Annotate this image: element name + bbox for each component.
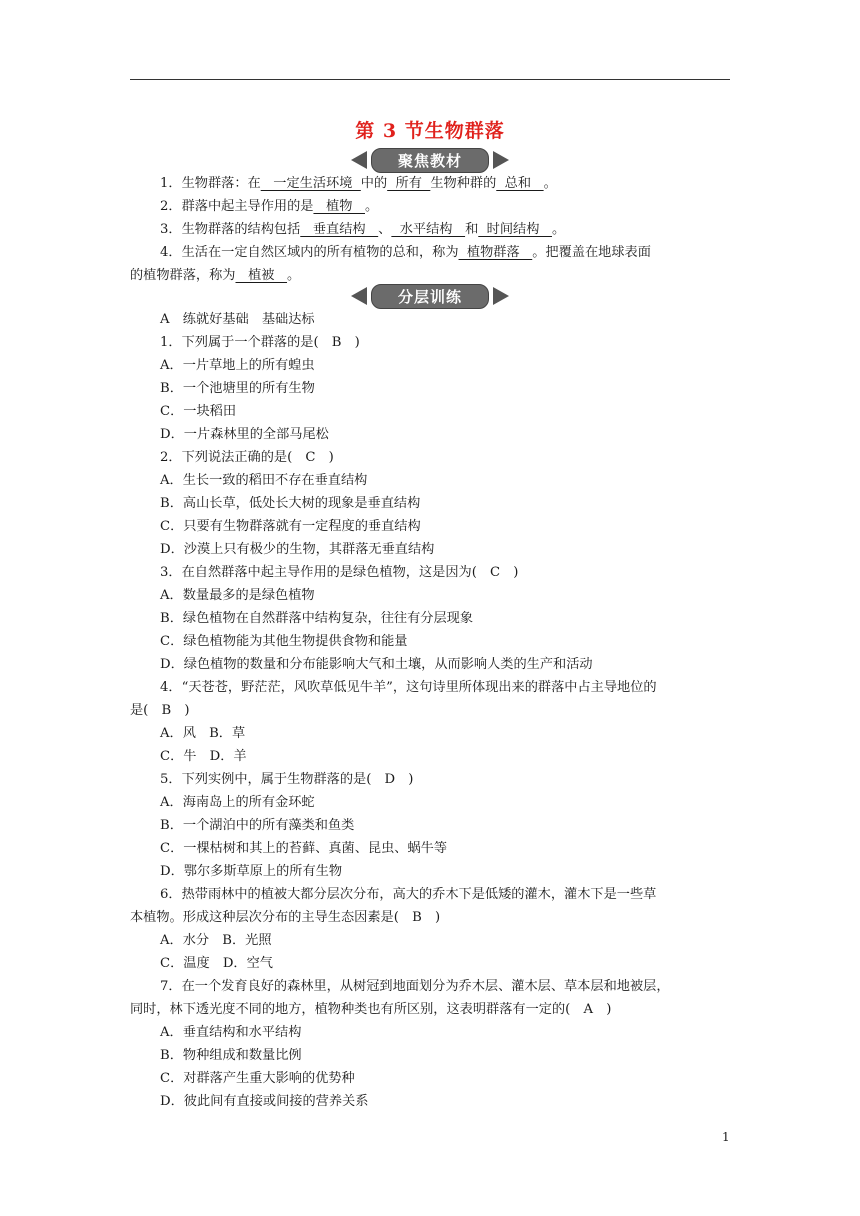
option-line: A．水分 B．光照 [160, 933, 272, 948]
question-line: 6．热带雨林中的植被大都分层次分布，高大的乔木下是低矮的灌木，灌木下是一些草 [160, 887, 657, 902]
left-arrow-icon [351, 287, 367, 305]
text: 中的 [360, 176, 388, 191]
left-arrow-icon [351, 151, 367, 169]
question-line: 7．在一个发育良好的森林里，从树冠到地面划分为乔木层、灌木层、草本层和地被层， [160, 979, 670, 994]
question-line-cont: 本植物。形成这种层次分布的主导生态因素是( B ) [130, 910, 441, 925]
question-line: 1．下列属于一个群落的是( B ) [160, 335, 360, 350]
header-rule [130, 79, 730, 80]
focus-item-1 [160, 172, 557, 195]
answer: 垂直结构 [300, 222, 379, 237]
option-line: C．一棵枯树和其上的苔藓、真菌、昆虫、蜗牛等 [160, 841, 448, 856]
question-line-cont: 同时，林下透光度不同的地方，植物种类也有所区别，这表明群落有一定的( A ) [130, 1002, 612, 1017]
focus-item-2 [160, 195, 378, 218]
option-line: C．牛 D．羊 [160, 749, 247, 764]
option-line: B．高山长草，低处长大树的现象是垂直结构 [160, 496, 421, 511]
answer: 植物 [313, 199, 365, 214]
answer: 水平结构 [391, 222, 466, 237]
answer: 一定生活环境 [260, 176, 361, 191]
option-line: A．海南岛上的所有金环蛇 [160, 795, 315, 810]
option-line: B．一个湖泊中的所有藻类和鱼类 [160, 818, 355, 833]
question-line: 3．在自然群落中起主导作用的是绿色植物，这是因为( C ) [160, 565, 519, 580]
page-title: 第 3 节生物群落 [355, 120, 505, 142]
focus-item-4-cont [130, 264, 300, 287]
option-line: D．沙漠上只有极少的生物，其群落无垂直结构 [160, 542, 435, 557]
section-banner-training [0, 285, 860, 307]
text: 和 [465, 222, 479, 237]
question-line: 5．下列实例中，属于生物群落的是( D ) [160, 772, 414, 787]
option-line: C．温度 D．空气 [160, 956, 273, 971]
section-banner-focus [0, 149, 860, 171]
text: 。 [543, 176, 557, 191]
option-line: B．绿色植物在自然群落中结构复杂，往往有分层现象 [160, 611, 474, 626]
banner-label: 分层训练 [371, 284, 489, 309]
focus-item-3 [160, 218, 565, 241]
text: 1．生物群落：在 [160, 176, 261, 191]
option-line: C．对群落产生重大影响的优势种 [160, 1071, 355, 1086]
option-line: A．风 B．草 [160, 726, 246, 741]
text: 、 [378, 222, 392, 237]
option-line: A．生长一致的稻田不存在垂直结构 [160, 473, 368, 488]
text: 。 [364, 199, 379, 214]
answer: 植被 [235, 268, 288, 283]
option-line: B．一个池塘里的所有生物 [160, 381, 315, 396]
option-line: D．彼此间有直接或间接的营养关系 [160, 1094, 369, 1109]
option-line: C．绿色植物能为其他生物提供食物和能量 [160, 634, 408, 649]
option-line: C．一块稻田 [160, 404, 237, 419]
option-line: D．鄂尔多斯草原上的所有生物 [160, 864, 343, 879]
question-line-cont: 是( B ) [130, 703, 190, 718]
question-line: 2．下列说法正确的是( C ) [160, 450, 334, 465]
text: 生物种群的 [430, 176, 497, 191]
section-heading: A 练就好基础 基础达标 [160, 312, 315, 327]
answer: 时间结构 [478, 222, 552, 237]
page-number: 1 [722, 1130, 730, 1144]
right-arrow-icon [493, 151, 509, 169]
option-line: A．垂直结构和水平结构 [160, 1025, 302, 1040]
text: 。 [551, 222, 566, 237]
answer: 总和 [496, 176, 544, 191]
text: 3．生物群落的结构包括 [160, 222, 301, 237]
focus-item-4 [160, 241, 651, 264]
text: 的植物群落，称为 [130, 268, 236, 283]
option-line: A．数量最多的是绿色植物 [160, 588, 315, 603]
option-line: B．物种组成和数量比例 [160, 1048, 302, 1063]
text: 。把覆盖在地球表面 [532, 245, 651, 260]
option-line: D．绿色植物的数量和分布能影响大气和土壤，从而影响人类的生产和活动 [160, 657, 593, 672]
question-line: 4．“天苍苍，野茫茫，风吹草低见牛羊”，这句诗里所体现出来的群落中占主导地位的 [160, 680, 657, 695]
option-line: D．一片森林里的全部马尾松 [160, 427, 329, 442]
text: 2．群落中起主导作用的是 [160, 199, 314, 214]
answer: 植物群落 [458, 245, 533, 260]
right-arrow-icon [493, 287, 509, 305]
option-line: A．一片草地上的所有蝗虫 [160, 358, 315, 373]
text: 。 [287, 268, 301, 283]
option-line: C．只要有生物群落就有一定程度的垂直结构 [160, 519, 421, 534]
answer: 所有 [387, 176, 431, 191]
banner-label: 聚焦教材 [371, 148, 489, 173]
text: 4．生活在一定自然区域内的所有植物的总和，称为 [160, 245, 459, 260]
